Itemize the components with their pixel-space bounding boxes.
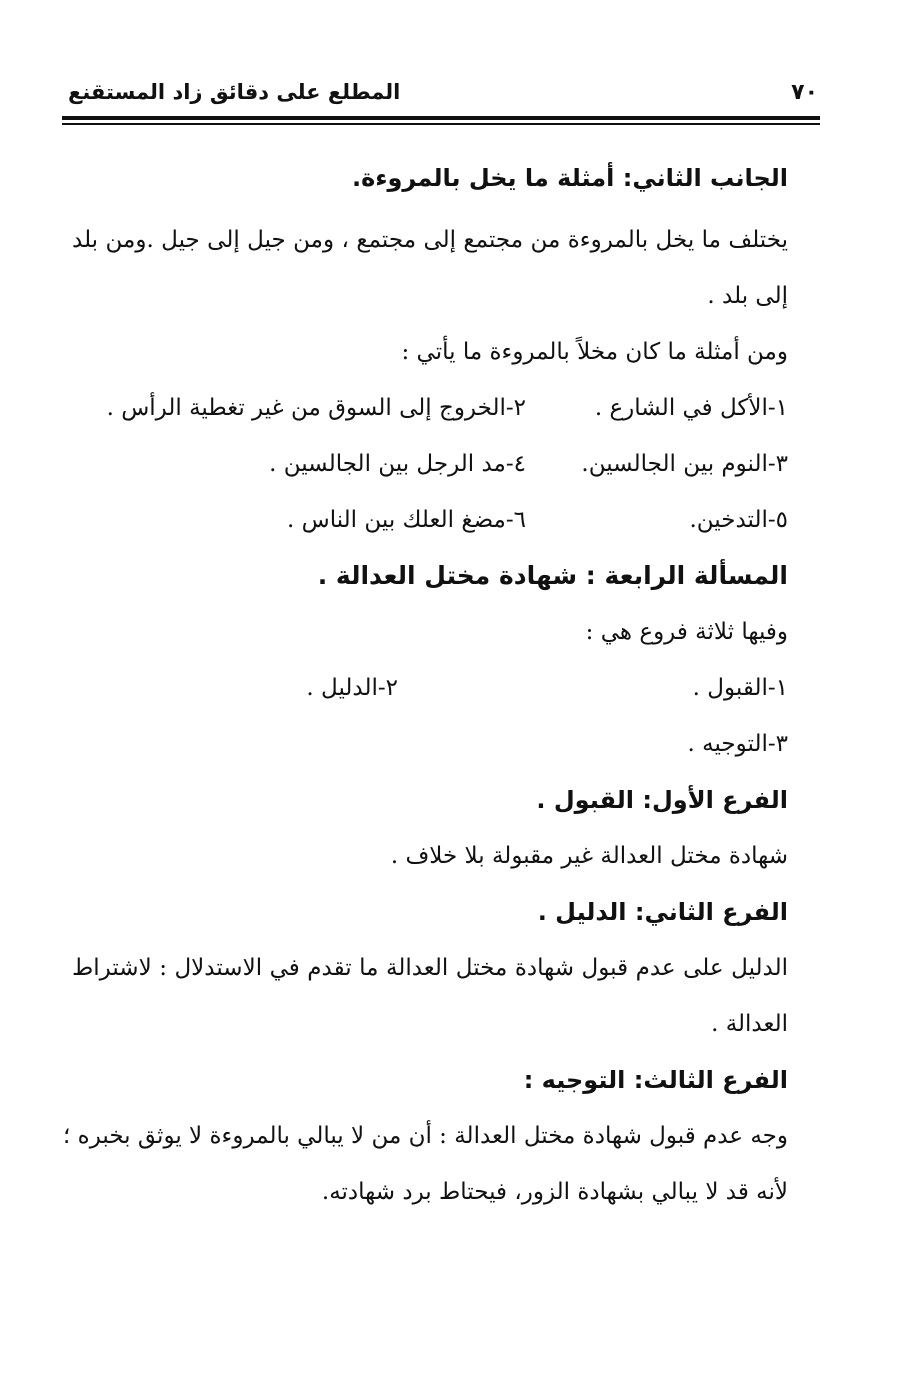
paragraph-line: العدالة . — [711, 1011, 788, 1037]
example-item: ١-الأكل في الشارع . — [594, 395, 788, 421]
page-body — [63, 150, 788, 1220]
paragraph-line: وجه عدم قبول شهادة مختل العدالة : أن من لا يبالي بالمروءة لا يوثق بخبره ؛ — [63, 1123, 788, 1149]
branch-heading-evidence: الفرع الثاني: الدليل . — [537, 898, 788, 926]
branch-item: ٢-الدليل . — [306, 675, 398, 701]
section-heading-second-aspect: الجانب الثاني: أمثلة ما يخل بالمروءة. — [351, 164, 788, 192]
issue-heading: المسألة الرابعة : شهادة مختل العدالة . — [317, 561, 788, 590]
header-rule-thin — [62, 123, 820, 125]
example-item: ٥-التدخين. — [689, 507, 788, 533]
paragraph-line: يختلف ما يخل بالمروءة من مجتمع إلى مجتمع ، ومن جيل إلى جيل .ومن بلد — [72, 227, 788, 253]
example-item: ٣-النوم بين الجالسين. — [581, 451, 788, 477]
example-item: ٢-الخروج إلى السوق من غير تغطية الرأس . — [106, 395, 526, 421]
page-number: ٧٠ — [791, 80, 818, 105]
paragraph-line: وفيها ثلاثة فروع هي : — [585, 619, 788, 645]
paragraph-line: لأنه قد لا يبالي بشهادة الزور، فيحتاط برد شهادته. — [321, 1179, 788, 1205]
paragraph-line: شهادة مختل العدالة غير مقبولة بلا خلاف . — [390, 843, 788, 869]
example-item: ٤-مد الرجل بين الجالسين . — [269, 451, 526, 477]
paragraph-line: إلى بلد . — [707, 283, 788, 309]
header-rule-thick — [62, 116, 820, 120]
paragraph-line: ومن أمثلة ما كان مخلاً بالمروءة ما يأتي : — [401, 339, 788, 365]
example-item: ٦-مضغ العلك بين الناس . — [287, 507, 526, 533]
branch-item: ١-القبول . — [692, 675, 788, 701]
paragraph-line: الدليل على عدم قبول شهادة مختل العدالة ما تقدم في الاستدلال : لاشتراط — [72, 955, 788, 981]
branch-item: ٣-التوجيه . — [687, 731, 788, 757]
running-title: المطلع على دقائق زاد المستقنع — [68, 80, 401, 104]
examples-row — [72, 492, 788, 548]
branch-heading-rationale: الفرع الثالث: التوجيه : — [523, 1066, 788, 1094]
branches-row — [72, 660, 788, 716]
examples-row — [72, 380, 788, 436]
page-header — [62, 74, 820, 114]
branch-heading-acceptance: الفرع الأول: القبول . — [536, 786, 788, 814]
examples-row — [72, 436, 788, 492]
